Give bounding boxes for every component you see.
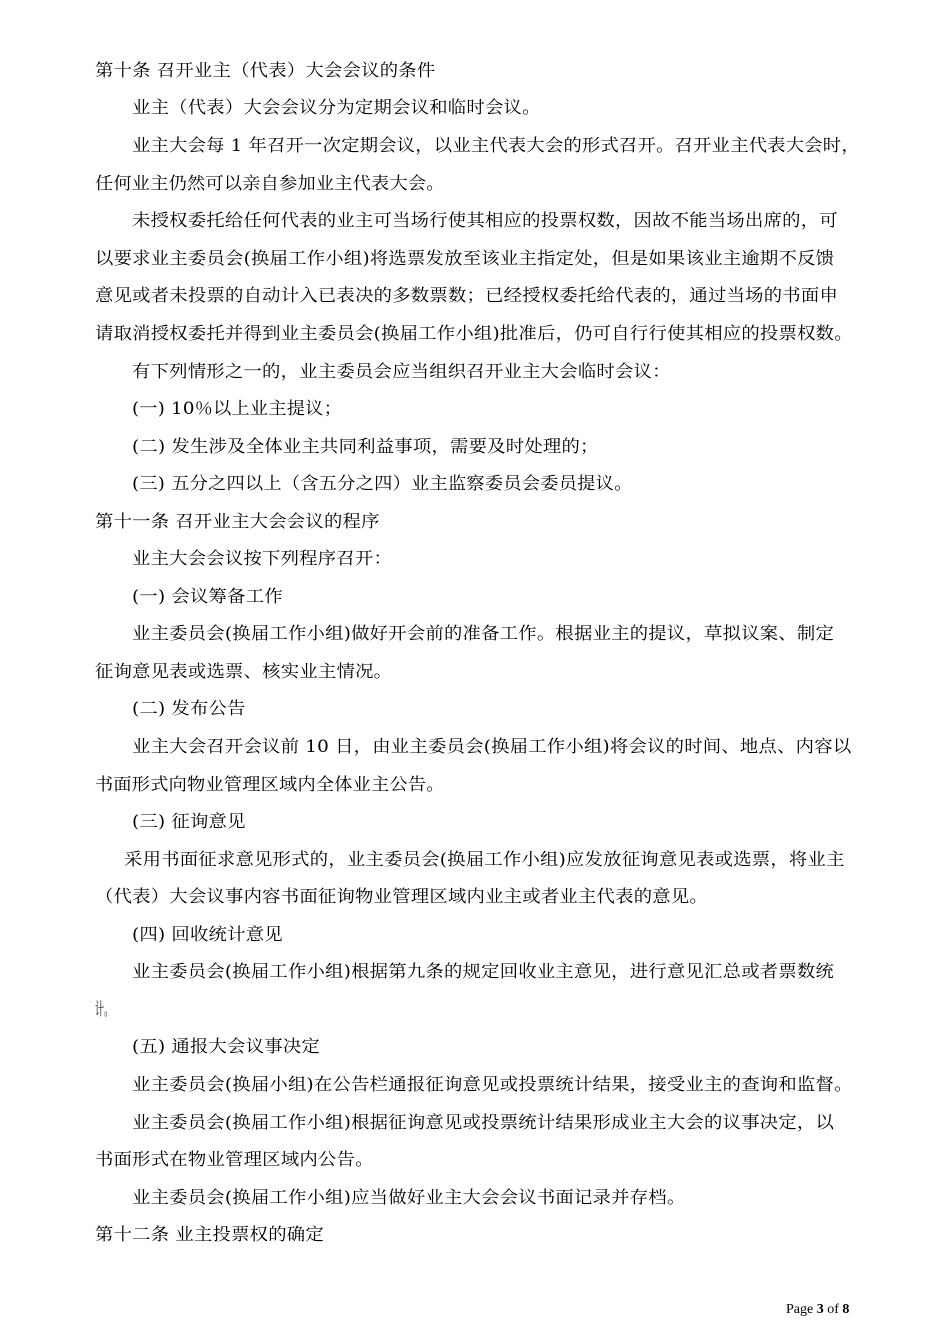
- text-line: (一) 10％以上业主提议；: [132, 399, 343, 419]
- text-line: 业主大会会议按下列程序召开：: [132, 549, 393, 569]
- text-line: 业主委员会(换届工作小组)根据第九条的规定回收业主意见，进行意见汇总或者票数统: [132, 962, 835, 982]
- page-footer: [786, 1301, 849, 1319]
- text-line: (五) 通报大会议事决定: [132, 1037, 321, 1057]
- text-line: 请取消授权委托并得到业主委员会(换届工作小组)批准后，仍可自行行使其相应的投票权数。: [95, 324, 853, 344]
- text-line: （代表）大会议事内容书面征询物业管理区域内业主或者业主代表的意见。: [95, 887, 709, 907]
- text-line: 采用书面征求意见形式的，业主委员会(换届工作小组)应发放征询意见表或选票，将业主: [124, 850, 845, 870]
- article-heading: 第十条 召开业主（代表）大会会议的条件: [95, 61, 436, 81]
- text-line: 业主委员会(换届工作小组)应当做好业主大会会议书面记录并存档。: [132, 1188, 686, 1208]
- text-line: 任何业主仍然可以亲自参加业主代表大会。: [95, 174, 445, 194]
- text-line: 意见或者未投票的自动计入已表决的多数票数；已经授权委托给代表的，通过当场的书面申: [95, 286, 839, 306]
- text-line: 业主委员会(换届工作小组)做好开会前的准备工作。根据业主的提议，草拟议案、制定: [132, 624, 835, 644]
- of-label: of: [827, 1302, 839, 1317]
- text-line: 有下列情形之一的，业主委员会应当组织召开业主大会临时会议：: [132, 362, 671, 382]
- text-line: 业主委员会(换届小组)在公告栏通报征询意见或投票统计结果，接受业主的查询和监督。: [132, 1075, 853, 1095]
- text-line: (三) 五分之四以上（含五分之四）业主监察委员会委员提议。: [132, 474, 633, 494]
- text-line: 计。: [95, 1000, 114, 1020]
- text-line: 业主（代表）大会会议分为定期会议和临时会议。: [132, 98, 541, 118]
- article-heading: 第十二条 业主投票权的确定: [95, 1225, 324, 1245]
- text-line: 业主大会召开会议前 10 日，由业主委员会(换届工作小组)将会议的时间、地点、内容以: [132, 737, 852, 757]
- text-line: 未授权委托给任何代表的业主可当场行使其相应的投票权数，因故不能当场出席的，可: [132, 211, 838, 231]
- article-heading: 第十一条 召开业主大会会议的程序: [95, 512, 380, 532]
- text-line: 书面形式向物业管理区域内全体业主公告。: [95, 775, 445, 795]
- text-line: (四) 回收统计意见: [132, 925, 283, 945]
- text-line: 征询意见表或选票、核实业主情况。: [95, 662, 393, 682]
- text-line: (三) 征询意见: [132, 812, 246, 832]
- text-line: (一) 会议筹备工作: [132, 587, 283, 607]
- text-line: 业主委员会(换届工作小组)根据征询意见或投票统计结果形成业主大会的议事决定，以: [132, 1113, 835, 1133]
- text-line: (二) 发布公告: [132, 699, 246, 719]
- text-line: 业主大会每 1 年召开一次定期会议，以业主代表大会的形式召开。召开业主代表大会时，: [132, 136, 860, 156]
- total-pages: 8: [842, 1302, 850, 1317]
- text-line: (二) 发生涉及全体业主共同利益事项，需要及时处理的；: [132, 437, 599, 457]
- page-number: 3: [816, 1302, 824, 1317]
- page-label: Page: [786, 1302, 814, 1317]
- text-line: 书面形式在物业管理区域内公告。: [95, 1150, 374, 1170]
- text-line: 以要求业主委员会(换届工作小组)将选票发放至该业主指定处，但是如果该业主逾期不反馈: [95, 249, 835, 269]
